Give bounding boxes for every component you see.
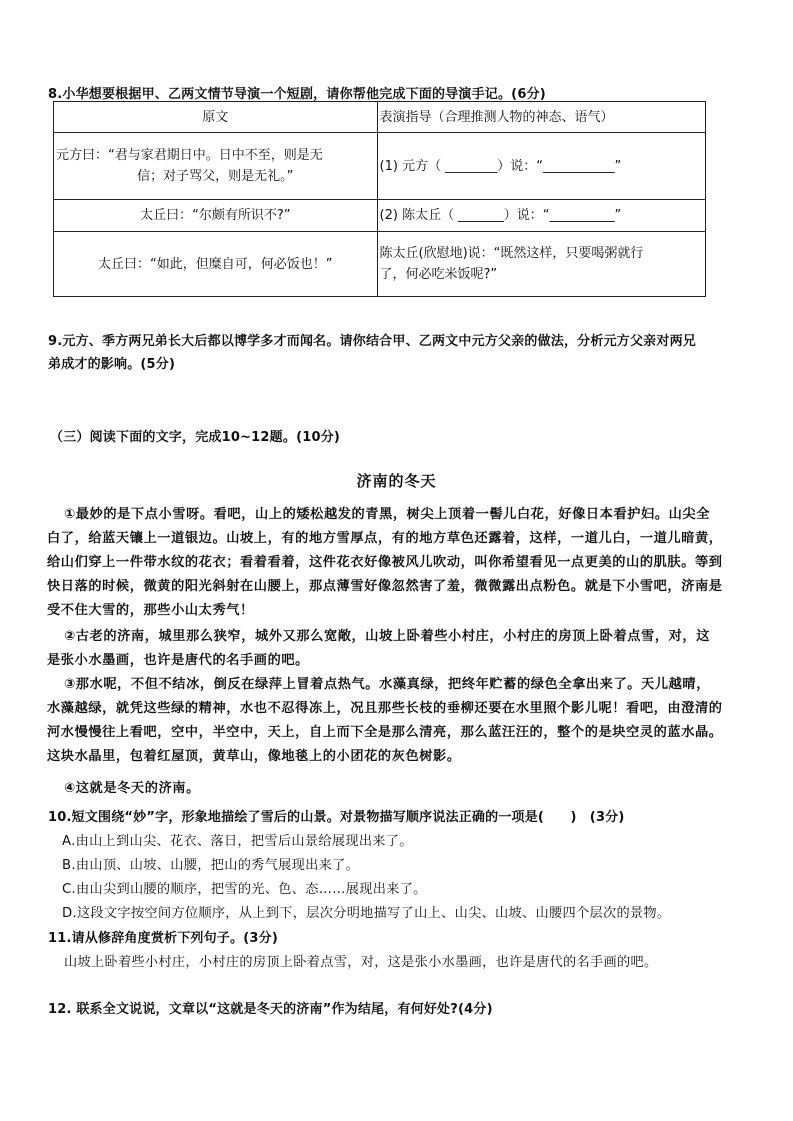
q9-line1: 9.元方、季方两兄弟长大后都以博学多才而闻名。请你结合甲、乙两文中元方父亲的做法，分析元方父亲对两兄 [48, 334, 696, 349]
p2-line2: 是张小水墨画，也许是唐代的名手画的吧。 [47, 653, 309, 668]
q10-option-c: C.由山尖到山腰的顺序，把雪的光、色、态……展现出来了。 [62, 882, 427, 897]
q11-sentence: 山坡上卧着些小村庄，小村庄的房顶上卧着点雪，对，这是张小水墨画，也许是唐代的名手画的吧。 [64, 955, 658, 970]
q10-prompt: 10.短文围绕“妙”字，形象地描绘了雪后的山景。对景物描写顺序说法正确的一项是( ) (3分) [48, 810, 625, 825]
p2-line1: ②古老的济南，城里那么狭窄，城外又那么宽敞，山坡上卧着些小村庄，小村庄的房顶上卧着点雪，对，这 [64, 629, 710, 644]
q10-option-d: D.这段文字按空间方位顺序，从上到下，层次分明地描写了山上、山尖、山坡、山腰四个层次的景物。 [62, 906, 671, 921]
table-row [54, 200, 706, 232]
table-row [54, 232, 706, 297]
p3-line1: ③那水呢，不但不结冰，倒反在绿萍上冒着点热气。水藻真绿，把终年贮蓄的绿色全拿出来了。天儿越晴， [64, 677, 710, 692]
p3-line4: 这块水晶里，包着红屋顶，黄草山，像地毯上的小团花的灰色树影。 [47, 749, 461, 764]
cell-original: 太丘曰：“尔颇有所识不?” [54, 200, 378, 232]
p3-line2: 水藻越绿，就凭这些绿的精神，水也不忍得冻上，况且那些长枝的垂柳还要在水里照个影儿呢！看吧，由澄清的 [47, 701, 723, 716]
table-row [54, 133, 706, 200]
director-notes-table [53, 101, 706, 297]
header-original: 原文 [54, 102, 378, 133]
q9-line2: 弟成才的影响。(5分) [48, 357, 176, 372]
cell-original-line2: 信；对子骂父，则是无礼。” [137, 169, 294, 184]
p1-line5: 受不住大雪的，那些小山太秀气！ [47, 603, 254, 618]
q10-option-a: A.由山上到山尖、花衣、落日，把雪后山景给展现出来了。 [62, 834, 413, 849]
q10-option-b: B.由山顶、山坡、山腰，把山的秀气展现出来了。 [62, 858, 360, 873]
cell-original: 太丘曰：“如此，但糜自可，何必饭也！” [54, 232, 378, 297]
cell-guide-line2: 了，何必吃米饭呢?” [379, 267, 498, 282]
header-guide: 表演指导（合理推测人物的神态、语气） [377, 102, 705, 133]
passage-title: 济南的冬天 [356, 472, 437, 490]
p1-line4: 快日落的时候，微黄的阳光斜射在山腰上，那点薄雪好像忽然害了羞，微微露出点粉色。就是下小雪吧，济南是 [47, 579, 723, 594]
cell-guide: (2) 陈太丘（ _______）说：“__________” [377, 200, 705, 232]
p1-line3: 给山们穿上一件带水纹的花衣；看着看着，这件花衣好像被风儿吹动，叫你希望看见一点更美的山的肌肤。等到 [47, 555, 723, 570]
p1-line1: ①最妙的是下点小雪呀。看吧，山上的矮松越发的青黑，树尖上顶着一髻儿白花，好像日本看护妇。山尖全 [64, 507, 710, 522]
cell-guide-line1: 陈太丘(欣慰地)说：“既然这样，只要喝粥就行 [379, 246, 644, 261]
q8-prompt: 8.小华想要根据甲、乙两文情节导演一个短剧，请你帮他完成下面的导演手记。(6分) [48, 87, 546, 102]
cell-original [54, 133, 378, 200]
cell-guide [377, 232, 705, 297]
cell-original-line1: 元方曰：“君与家君期日中。日中不至，则是无 [56, 148, 323, 163]
table-header-row [54, 102, 706, 133]
p4-line: ④这就是冬天的济南。 [64, 781, 200, 796]
p1-line2: 白了，给蓝天镶上一道银边。山坡上，有的地方雪厚点，有的地方草色还露着，这样，一道儿白，一道儿暗黄， [47, 531, 723, 546]
q12-prompt: 12. 联系全文说说，文章以“这就是冬天的济南”作为结尾，有何好处?(4分) [48, 1002, 493, 1017]
p3-line3: 河水慢慢往上看吧，空中，半空中，天上，自上而下全是那么清亮，那么蓝汪汪的，整个的是块空灵的蓝水晶。 [47, 725, 723, 740]
section3-heading: （三）阅读下面的文字，完成10~12题。(10分) [50, 430, 341, 445]
q11-prompt: 11.请从修辞角度赏析下列句子。(3分) [48, 931, 278, 946]
cell-guide: (1) 元方（ ________）说：“___________” [377, 133, 705, 200]
